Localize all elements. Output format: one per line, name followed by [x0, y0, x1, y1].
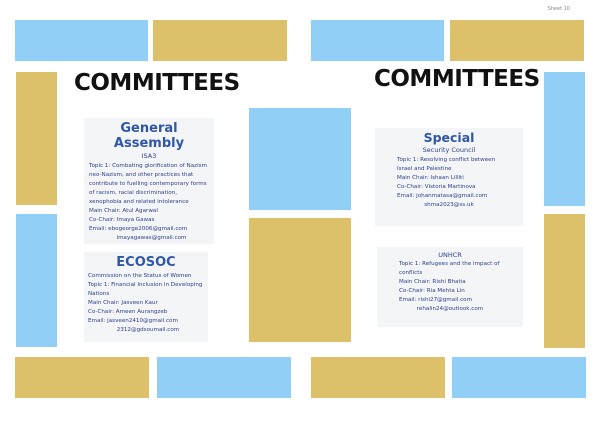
ecosoc-main-chair: Main Chair: Jasveen Kaur: [88, 300, 158, 306]
general-assembly-card: [84, 118, 214, 244]
general-assembly-line: of racism, racial discrimination,: [89, 190, 177, 196]
gold-block: [153, 20, 287, 61]
special-heading: Special: [423, 130, 475, 145]
unhcr-email: Email: rishi27@gmail.com: [399, 297, 473, 303]
general-assembly-line: xenophobia and related intolerance: [89, 199, 189, 205]
gold-block: [16, 72, 57, 205]
general-assembly-subheading: ISA3: [141, 152, 157, 160]
ecosoc-line: Commission on the Status of Women: [88, 273, 192, 279]
ecosoc-email: Email: jasveen2410@gmail.com: [88, 318, 178, 324]
unhcr-email-2: rehalin24@outlook.com: [416, 306, 484, 312]
ecosoc-line: Nations: [88, 291, 110, 297]
special-email: Email: johanmatasa@gmail.com: [397, 193, 488, 199]
unhcr-line: conflicts: [399, 270, 423, 276]
blue-block: [157, 357, 291, 398]
blue-block: [249, 108, 351, 210]
left-page-title: COMMITTEES: [74, 70, 240, 96]
unhcr-co-chair: Co-Chair: Ria Mehta Lin: [399, 288, 465, 294]
unhcr-main-chair: Main Chair: Rishi Bhatia: [399, 279, 466, 285]
general-assembly-email: Email: ebogeorge2006@gmail.com: [89, 226, 188, 232]
blue-block: [15, 20, 148, 61]
special-main-chair: Main Chair: Ishaan Lilliti: [397, 175, 464, 181]
page-number: Sheet 10: [547, 6, 570, 12]
general-assembly-line: Topic 1: Combating glorification of Nazism: [89, 163, 207, 169]
right-page-title: COMMITTEES: [374, 66, 540, 92]
general-assembly-line: contribute to fuelling contemporary forms: [89, 181, 207, 187]
unhcr-line: Topic 1: Refugees and the impact of: [399, 261, 500, 267]
special-line: Topic 1: Resolving conflict between: [397, 157, 496, 163]
special-card: [375, 128, 523, 226]
general-assembly-main-chair: Main Chair: Atul Agarwal: [89, 208, 158, 214]
special-subheading: Security Council: [422, 146, 476, 154]
gold-block: [249, 218, 351, 342]
general-assembly-email-2: imayagawas@gmail.com: [116, 235, 187, 241]
blue-block: [452, 357, 586, 398]
ecosoc-card: [84, 252, 208, 342]
special-email-2: shma2023@ss.uk: [424, 202, 474, 208]
blue-block: [544, 72, 585, 206]
blue-block: [16, 214, 57, 347]
general-assembly-co-chair: Co-Chair: Imaya Gawas: [89, 217, 155, 223]
general-assembly-heading: General Assembly: [113, 121, 185, 151]
gold-block: [311, 357, 445, 398]
special-co-chair: Co-Chair: Vistoria Martinova: [397, 184, 476, 190]
ecosoc-heading: ECOSOC: [116, 255, 176, 270]
ecosoc-line: Topic 1: Financial Inclusion in Developing: [88, 282, 203, 288]
ecosoc-email-2: 2312@gdsoumail.com: [116, 327, 180, 333]
gold-block: [15, 357, 149, 398]
gold-block: [544, 214, 585, 348]
unhcr-heading: UNHCR: [438, 251, 462, 259]
general-assembly-line: neo-Nazism, and other practices that: [89, 172, 194, 178]
unhcr-card: [377, 247, 523, 327]
ecosoc-co-chair: Co-Chair: Ameen Aurangzeb: [88, 309, 168, 315]
special-line: Israel and Palestine: [397, 166, 452, 172]
gold-block: [450, 20, 584, 61]
blue-block: [311, 20, 444, 61]
